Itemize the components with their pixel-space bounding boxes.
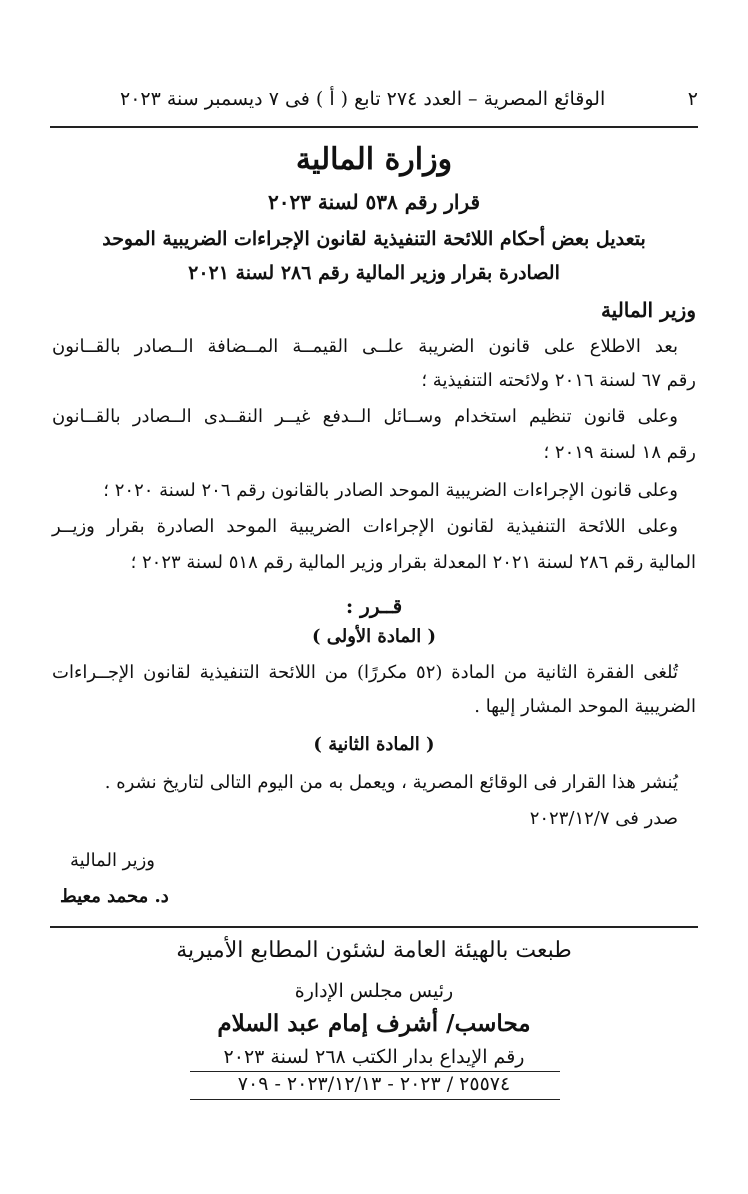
page-number: ٢ <box>687 88 698 110</box>
preamble-4-line-2: المالية رقم ٢٨٦ لسنة ٢٠٢١ المعدلة بقرار وزير المالية رقم ٥١٨ لسنة ٢٠٢٣ ؛ <box>130 552 696 573</box>
gazette-line: الوقائع المصرية – العدد ٢٧٤ تابع ( أ ) فى ٧ ديسمبر سنة ٢٠٢٣ <box>120 88 606 110</box>
serial-underline <box>190 1099 560 1100</box>
article-1-line-1: تُلغى الفقرة الثانية من المادة (٥٢ مكررًا) من اللائحة التنفيذية لقانون الإجــراءات <box>52 662 678 683</box>
article-2-line-1: يُنشر هذا القرار فى الوقائع المصرية ، ويعمل به من اليوم التالى لتاريخ نشره . <box>104 772 678 793</box>
printer-line-4: رقم الإيداع بدار الكتب ٢٦٨ لسنة ٢٠٢٣ <box>223 1046 525 1068</box>
preamble-1-line-1: بعد الاطلاع على قانون الضريبة علــى القيمــة المــضافة الــصادر بالقــانون <box>52 336 678 357</box>
preamble-2-line-2: رقم ١٨ لسنة ٢٠١٩ ؛ <box>543 442 696 463</box>
issued-date: صدر فى ٢٠٢٣/١٢/٧ <box>529 808 678 829</box>
preamble-2-line-1: وعلى قانون تنظيم استخدام وســائل الــدفع غيــر النقــدى الــصادر بالقــانون <box>52 406 678 427</box>
printer-line-2: رئيس مجلس الإدارة <box>294 980 454 1002</box>
decree-title: قرار رقم ٥٣٨ لسنة ٢٠٢٣ <box>267 190 481 214</box>
preamble-3-line-1: وعلى قانون الإجراءات الضريبية الموحد الصادر بالقانون رقم ٢٠٦ لسنة ٢٠٢٠ ؛ <box>103 480 678 501</box>
deposit-underline <box>190 1071 560 1072</box>
ministry-title: وزارة المالية <box>295 142 453 177</box>
printer-line-1: طبعت بالهيئة العامة لشئون المطابع الأميرية <box>176 938 572 963</box>
minister-heading: وزير المالية <box>600 298 696 322</box>
header-divider <box>50 126 698 128</box>
preamble-4-line-1: وعلى اللائحة التنفيذية لقانون الإجراءات الضريبية الموحد الصادرة بقرار وزيــر <box>52 516 678 537</box>
subject-line-2: الصادرة بقرار وزير المالية رقم ٢٨٦ لسنة ٢٠٢١ <box>188 262 560 284</box>
footer-divider <box>50 926 698 928</box>
signature-title: وزير المالية <box>70 850 155 871</box>
article-1-heading: ( المادة الأولى ) <box>311 626 437 647</box>
article-2-heading: ( المادة الثانية ) <box>313 734 435 755</box>
signature-name: د. محمد معيط <box>60 886 169 907</box>
page-header <box>120 84 698 114</box>
decided-heading: قــرر : <box>345 594 403 618</box>
subject-line-1: بتعديل بعض أحكام اللائحة التنفيذية لقانون الإجراءات الضريبية الموحد <box>102 228 646 250</box>
preamble-1-line-2: رقم ٦٧ لسنة ٢٠١٦ ولائحته التنفيذية ؛ <box>421 370 696 391</box>
article-1-line-2: الضريبية الموحد المشار إليها . <box>474 696 696 717</box>
printer-line-5: ٢٥٥٧٤ / ٢٠٢٣ - ٢٠٢٣/١٢/١٣ - ٧٠٩ <box>237 1073 511 1095</box>
printer-line-3: محاسب/ أشرف إمام عبد السلام <box>217 1010 531 1037</box>
